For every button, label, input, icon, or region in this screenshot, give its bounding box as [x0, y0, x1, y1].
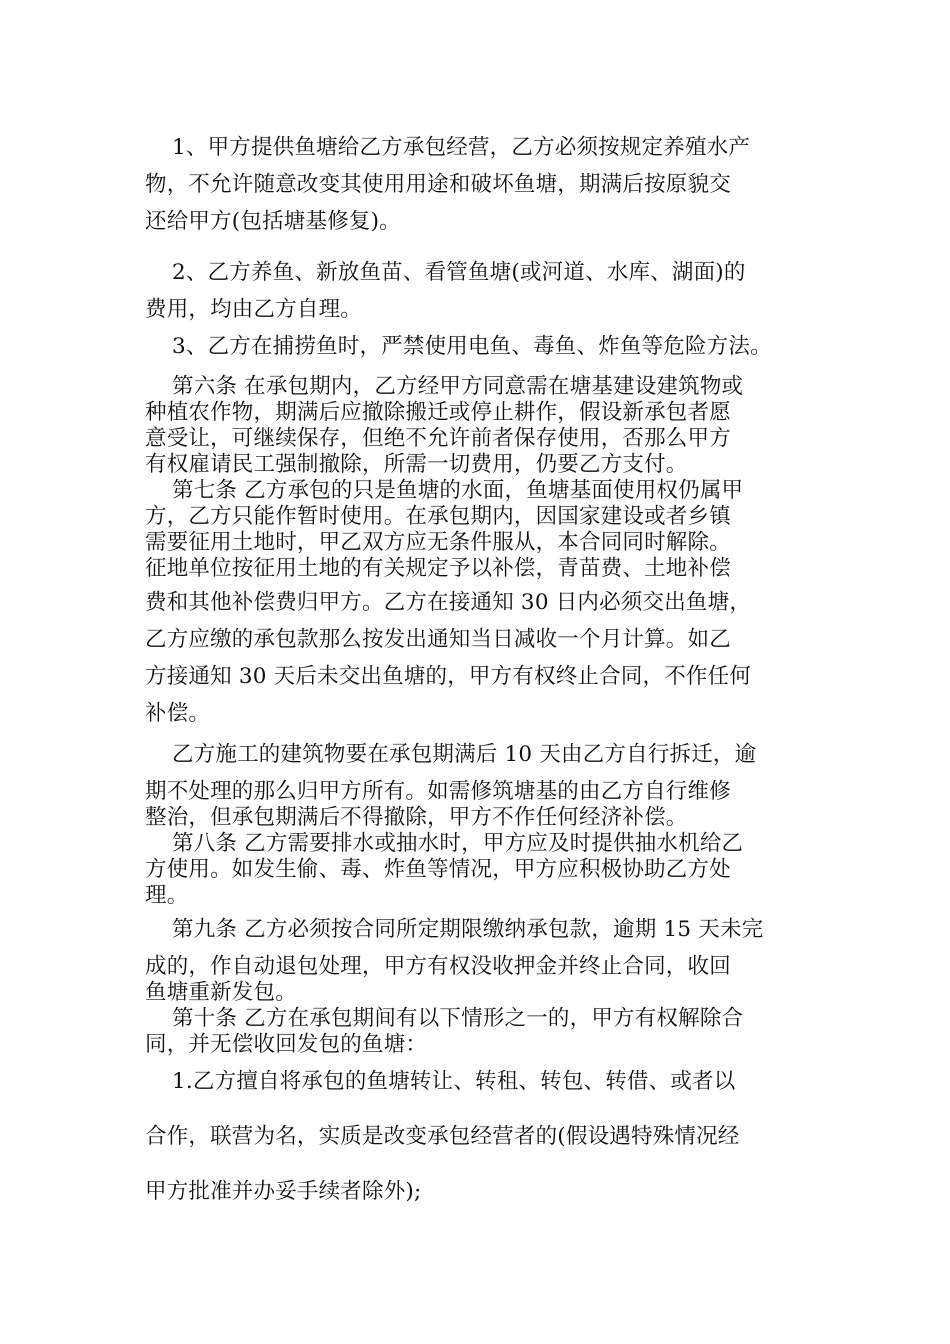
text-line: 1.乙方擅自将承包的鱼塘转让、转租、转包、转借、或者以 — [172, 1069, 736, 1094]
text-line: 理。 — [145, 883, 189, 908]
text-line: 第九条 乙方必须按合同所定期限缴纳承包款，逾期 15 天未完 — [172, 917, 764, 942]
text-line: 2、乙方养鱼、新放鱼苗、看管鱼塘(或河道、水库、湖面)的 — [172, 260, 746, 285]
text-line: 3、乙方在捕捞鱼时，严禁使用电鱼、毒鱼、炸鱼等危险方法。 — [172, 334, 772, 359]
text-line: 成的，作自动退包处理，甲方有权没收押金并终止合同，收回 — [145, 954, 731, 979]
text-line: 甲方批准并办妥手续者除外); — [145, 1179, 422, 1204]
text-line: 需要征用土地时，甲乙双方应无条件服从，本合同同时解除。 — [145, 530, 731, 555]
text-line: 费用，均由乙方自理。 — [145, 297, 363, 322]
text-line: 第七条 乙方承包的只是鱼塘的水面，鱼塘基面使用权仍属甲 — [172, 478, 744, 503]
text-line: 种植农作物，期满后应撤除搬迁或停止耕作，假设新承包者愿 — [145, 400, 731, 425]
text-line: 方，乙方只能作暂时使用。在承包期内，因国家建设或者乡镇 — [145, 504, 731, 529]
text-line: 乙方施工的建筑物要在承包期满后 10 天由乙方自行拆迁，逾 — [172, 742, 757, 767]
text-line: 1、甲方提供鱼塘给乙方承包经营，乙方必须按规定养殖水产 — [172, 135, 751, 160]
text-line: 补偿。 — [145, 701, 211, 726]
text-line: 有权雇请民工强制撤除，所需一切费用，仍要乙方支付。 — [145, 452, 688, 477]
text-line: 期不处理的那么归甲方所有。如需修筑塘基的由乙方自行维修 — [145, 779, 731, 804]
text-line: 物，不允许随意改变其使用用途和破坏鱼塘，期满后按原貌交 — [145, 172, 731, 197]
text-line: 方使用。如发生偷、毒、炸鱼等情况，甲方应积极协助乙方处 — [145, 857, 731, 882]
text-line: 意受让，可继续保存，但绝不允许前者保存使用，否那么甲方 — [145, 426, 731, 451]
text-line: 第十条 乙方在承包期间有以下情形之一的，甲方有权解除合 — [172, 1006, 744, 1031]
text-line: 合作，联营为名，实质是改变承包经营者的(假设遇特殊情况经 — [145, 1124, 740, 1149]
text-line: 鱼塘重新发包。 — [145, 980, 297, 1005]
text-line: 还给甲方(包括塘基修复)。 — [145, 209, 401, 234]
text-line: 征地单位按征用土地的有关规定予以补偿，青苗费、土地补偿 — [145, 556, 731, 581]
text-line: 方接通知 30 天后未交出鱼塘的，甲方有权终止合同，不作任何 — [145, 664, 752, 689]
text-line: 乙方应缴的承包款那么按发出通知当日减收一个月计算。如乙 — [145, 627, 731, 652]
text-line: 整治，但承包期满后不得撤除，甲方不作任何经济补偿。 — [145, 805, 688, 830]
text-line: 同，并无偿收回发包的鱼塘： — [145, 1032, 428, 1057]
text-line: 第六条 在承包期内，乙方经甲方同意需在塘基建设建筑物或 — [172, 374, 744, 399]
text-line: 费和其他补偿费归甲方。乙方在接通知 30 日内必须交出鱼塘， — [145, 590, 752, 615]
text-line: 第八条 乙方需要排水或抽水时，甲方应及时提供抽水机给乙 — [172, 831, 744, 856]
